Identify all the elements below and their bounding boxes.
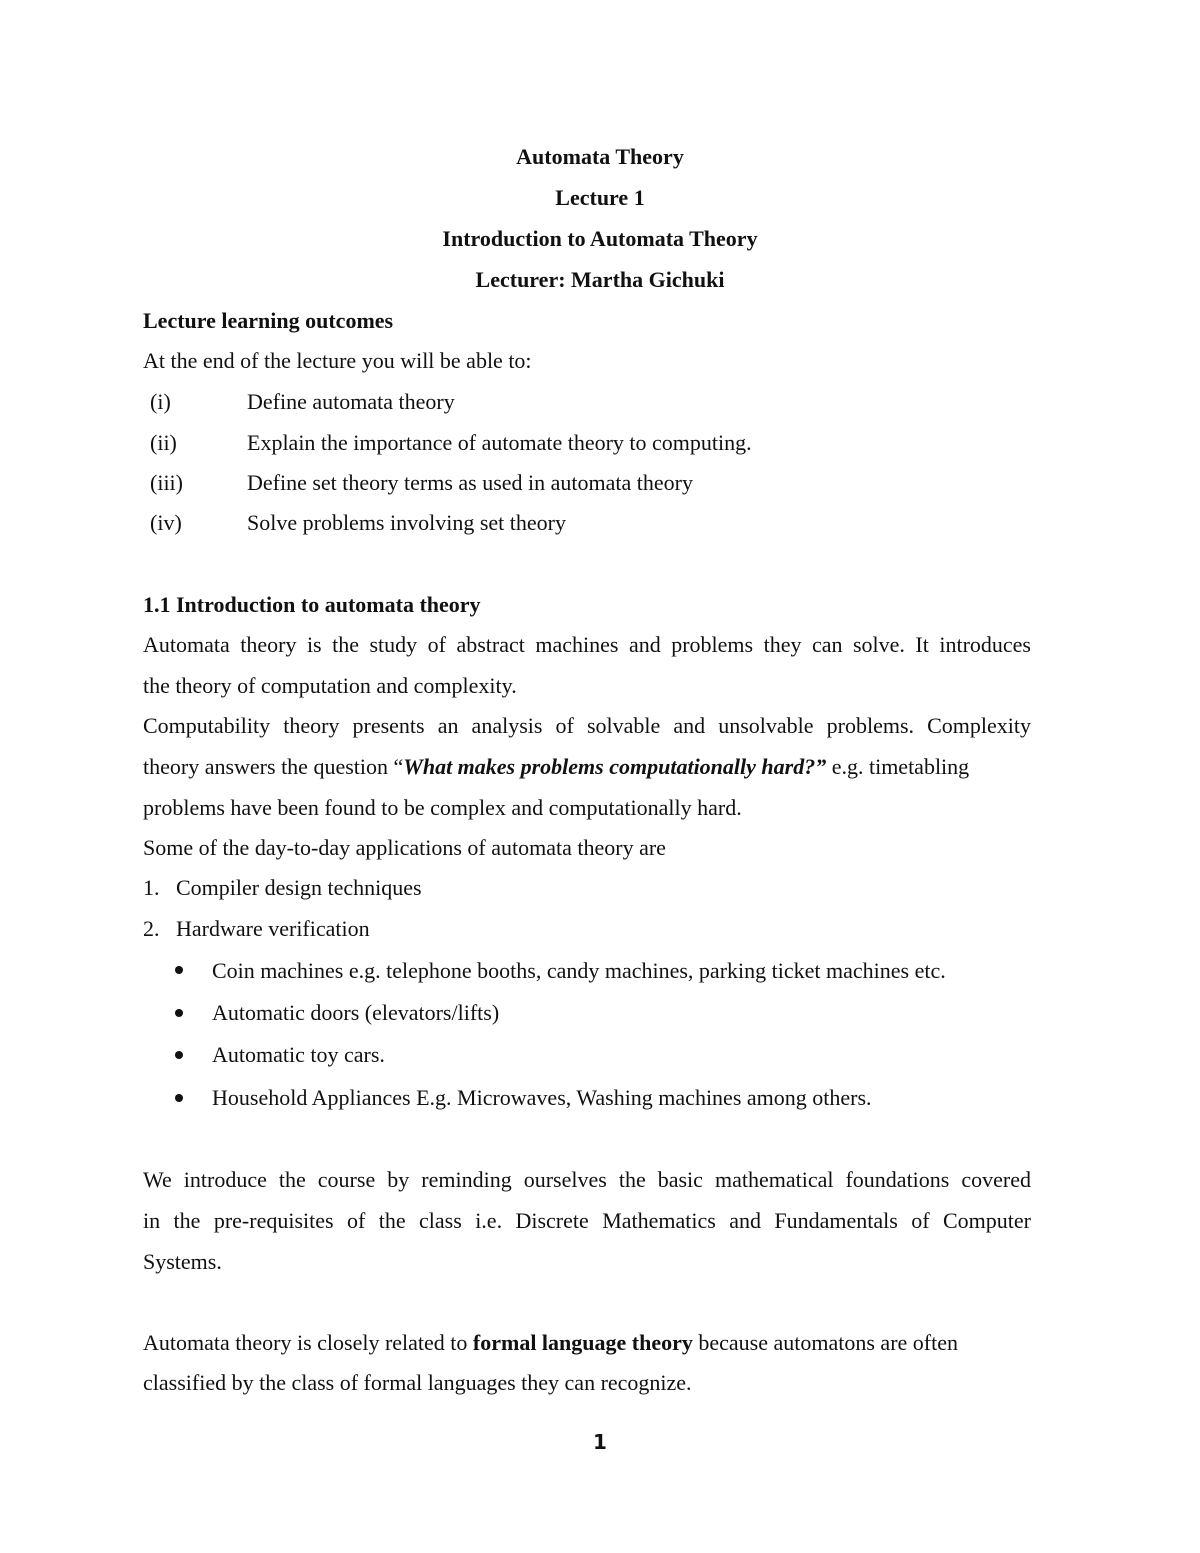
page-number: 1 bbox=[593, 1430, 607, 1454]
outcome-number: (ii) bbox=[150, 430, 177, 455]
paragraph-line: Automata theory is the study of abstract machines and problems they can solve. It introduces bbox=[143, 632, 1031, 657]
bullet-icon bbox=[175, 1051, 183, 1059]
key-term: formal language theory bbox=[472, 1330, 693, 1355]
paragraph-line: the theory of computation and complexity. bbox=[143, 673, 517, 698]
text-run bbox=[143, 1330, 958, 1356]
outcomes-intro: At the end of the lecture you will be able to: bbox=[143, 348, 532, 373]
bullet-icon bbox=[175, 966, 183, 974]
outcome-text: Define automata theory bbox=[247, 389, 455, 414]
outcome-text: Define set theory terms as used in automata theory bbox=[247, 470, 693, 495]
paragraph-line-with-term bbox=[143, 1330, 1031, 1356]
paragraph-line: problems have been found to be complex and computationally hard. bbox=[143, 795, 742, 820]
outcome-number: (iv) bbox=[150, 510, 182, 535]
bullet-icon bbox=[175, 1009, 183, 1017]
text-run: theory answers the question “ bbox=[143, 754, 404, 779]
paragraph-line: Computability theory presents an analysis of solvable and unsolvable problems. Complexity bbox=[143, 713, 1031, 738]
emphasized-question: What makes problems computationally hard?” bbox=[403, 754, 827, 779]
bullet-item: Household Appliances E.g. Microwaves, Washing machines among others. bbox=[212, 1085, 872, 1110]
text-run: Automata theory is closely related to bbox=[143, 1330, 473, 1355]
paragraph-line-with-question bbox=[143, 754, 969, 780]
paragraph-line: in the pre-requisites of the class i.e. Discrete Mathematics and Fundamentals of Computer bbox=[143, 1208, 1031, 1233]
bullet-icon bbox=[175, 1094, 183, 1102]
list-item: Compiler design techniques bbox=[176, 875, 422, 900]
list-number: 1. bbox=[143, 875, 160, 900]
text-run: e.g. timetabling bbox=[826, 754, 970, 779]
outcome-number: (i) bbox=[150, 389, 171, 414]
bullet-item: Coin machines e.g. telephone booths, candy machines, parking ticket machines etc. bbox=[212, 958, 946, 983]
paragraph-line: classified by the class of formal languages they can recognize. bbox=[143, 1370, 692, 1395]
text-run: because automatons are often bbox=[692, 1330, 958, 1355]
list-item: Hardware verification bbox=[176, 916, 370, 941]
section-heading: 1.1 Introduction to automata theory bbox=[143, 592, 481, 617]
paragraph-line: Systems. bbox=[143, 1249, 222, 1274]
lecture-number: Lecture 1 bbox=[555, 185, 645, 210]
lecture-topic: Introduction to Automata Theory bbox=[442, 226, 758, 251]
lecturer-name: Lecturer: Martha Gichuki bbox=[475, 267, 725, 292]
course-title: Automata Theory bbox=[516, 144, 684, 169]
applications-intro: Some of the day-to-day applications of automata theory are bbox=[143, 835, 666, 860]
paragraph-line: We introduce the course by reminding ourselves the basic mathematical foundations covered bbox=[143, 1167, 1031, 1192]
outcomes-heading: Lecture learning outcomes bbox=[143, 308, 394, 333]
list-number: 2. bbox=[143, 916, 160, 941]
bullet-item: Automatic toy cars. bbox=[212, 1042, 385, 1067]
outcome-number: (iii) bbox=[150, 470, 183, 495]
bullet-item: Automatic doors (elevators/lifts) bbox=[212, 1000, 500, 1025]
outcome-text: Solve problems involving set theory bbox=[247, 510, 566, 535]
outcome-text: Explain the importance of automate theory to computing. bbox=[247, 430, 752, 455]
